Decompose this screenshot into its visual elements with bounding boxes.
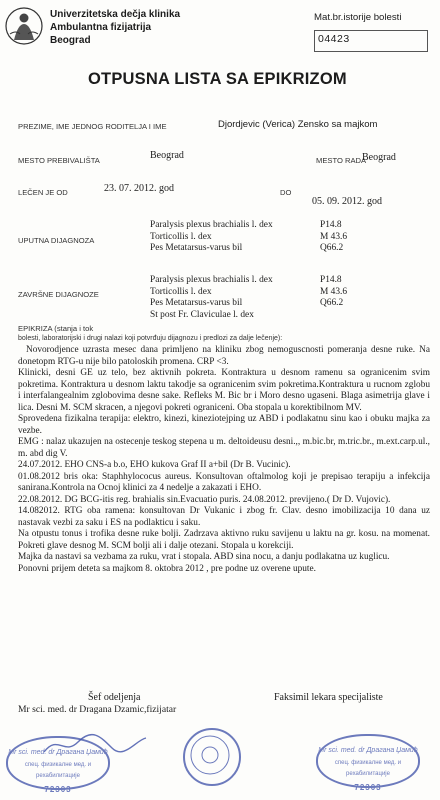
document-title: OTPUSNA LISTA SA EPIKRIZOM [88, 70, 347, 88]
name-label: PREZIME, IME JEDNOG RODITELJA I IME [18, 122, 167, 131]
diagnosis-code: M 43.6 [320, 231, 348, 242]
paragraph: Majka da nastavi sa vezbama za ruku, vrat i stopala. ABD sina nocu, a danju podlakatna uz kuglicu. [18, 552, 390, 562]
epicrisis-sublabel: bolesti, laboratorijski i drugi nalazi koji potvrđuju dijagnozu i predlozi za dalje lečenje): [18, 335, 283, 342]
paragraph: Ponovni prijem deteta sa majkom 8. oktobra 2012 , pre podne uz overene upute. [18, 563, 316, 574]
treated-to-date: 05. 09. 2012. god [312, 196, 382, 207]
patient-name: Djordjevic (Verica) Zensko sa majkom [218, 119, 378, 130]
treated-from-date: 23. 07. 2012. god [104, 183, 174, 194]
list-item [150, 232, 430, 244]
referral-diagnosis-list [150, 220, 430, 255]
diagnosis-text: Paralysis plexus brachialis l. dex [150, 220, 273, 230]
paragraph: 14.082012. RTG oba ramena: konsultovan Dr Vukanic i zbog fr. Clav. desno imobilizacija 10 dana uz nastavak vezbi za saku i ES na podlakticu i saku. [18, 506, 430, 528]
list-item [150, 275, 430, 287]
diagnosis-code: M 43.6 [320, 286, 348, 297]
diagnosis-text: Torticollis l. dex [150, 231, 212, 242]
doctor-stamp-right: Mr sci. med. dr Драгана Џамић спец. физикалне мед. и рехабилитације 72303 [316, 734, 420, 788]
department-name: Ambulantna fizijatrija [50, 22, 152, 33]
list-item [150, 287, 430, 299]
final-diagnosis-list [150, 275, 430, 321]
treated-from-label: LEČEN JE OD [18, 188, 68, 197]
workplace-value: Beograd [362, 152, 396, 163]
paragraph: Klinicki, desni GE uz telo, bez aktivnih pokreta. Kontraktura u desnom ramenu sa ogranicenim svim pokretima. Kontraktura u desnom laktu takodje sa ogranicenim svim pokretima.Kontraktura u rucnom zglobu i interfalangealnim zglobovima desne sake. Refleks M. Bic br i Moro desno ugaseni. Blaga asimetrija glave i lica. Desni M. SCM skracen, a njegovi pokreti ograniceni. Oba stopala u korektibilnom MV. [18, 368, 430, 413]
head-of-department-name: Mr sci. med. dr Dragana Dzamic,fizijatar [18, 704, 177, 715]
residence-label: MESTO PREBIVALIŠTA [18, 156, 100, 165]
record-number-label: Mat.br.istorije bolesti [314, 12, 402, 23]
clinic-round-seal [183, 728, 241, 786]
diagnosis-text: Pes Metatarsus-varus bil [150, 243, 243, 254]
clinic-logo [4, 4, 44, 48]
diagnosis-code: P14.8 [320, 275, 342, 285]
list-item [150, 310, 430, 322]
head-of-department-title: Šef odeljenja [88, 692, 141, 703]
diagnosis-code: Q66.2 [320, 298, 344, 309]
paragraph: Sprovedena fizikalna terapija: elektro, kinezi, kineziotejping uz ABD i podlakatnu sinu kao i obuku majka za vezbe. [18, 414, 430, 436]
workplace-label: MESTO RADA [316, 156, 367, 165]
referral-diagnosis-label: UPUTNA DIJAGNOZA [18, 236, 95, 245]
doctor-stamp-left: Mr sci. med. dr Драгана Џамић спец. физикалне мед. и рехабилитације 72303 [6, 736, 110, 790]
list-item [150, 220, 430, 232]
epicrisis-text [18, 345, 430, 575]
list-item [150, 243, 430, 255]
epicrisis-label: EPIKRIZA (stanja i tok [18, 324, 94, 333]
institution-name: Univerzitetska dečja klinika [50, 9, 181, 20]
paragraph: 01.08.2012 bris oka: Staphhylococus aureus. Konsultovan oftalmolog koji je prepisao terapiju a infekcija sanirana.Kontrola na Ocnoj klinici za 4 nedelje a zakazati i EHO. [18, 471, 430, 493]
diagnosis-text: Paralysis plexus brachialis l. dex [150, 275, 273, 285]
diagnosis-code: Q66.2 [320, 243, 344, 254]
paragraph: 24.07.2012. EHO CNS-a b.o, EHO kukova Graf II a+bil (Dr B. Vucinic). [18, 460, 291, 470]
paragraph: Novorodjence uzrasta mesec dana primljeno na kliniku zbog nemoguscnosti pomeranja desne ruke. Na donetopm RTG-u nije bilo patoloskih promena. CRP <3. [18, 345, 430, 367]
treated-to-label: DO [280, 188, 292, 197]
residence-value: Beograd [150, 150, 184, 161]
paragraph: EMG : nalaz ukazujen na ostecenje teskog stepena u m. deltoideusu desni.,, m.bic.br, m.tric.br., m.ext.carp.ul., m. abd dig V. [18, 437, 430, 459]
paragraph: Na otpustu tonus i trofika desne ruke bolji. Zadrzava aktivno ruku savijenu u laktu na gr. kosu. na momenat. Pokreti glave desnog M. SCM bolji ali i dalje otezani. Stopala u korekciji. [18, 529, 430, 551]
diagnosis-text: Torticollis l. dex [150, 286, 212, 297]
institution-city: Beograd [50, 35, 91, 46]
record-number: 04423 [318, 33, 350, 45]
paragraph: 22.08.2012. DG BCG-itis reg. brahialis sin.Evacuatio puris. 24.08.2012. previjeno.( Dr D. Vujovic). [18, 494, 391, 505]
diagnosis-text: St post Fr. Claviculae l. dex [150, 309, 254, 320]
signature-scribble [40, 730, 150, 758]
list-item [150, 298, 430, 310]
diagnosis-code: P14.8 [320, 220, 342, 230]
final-diagnosis-label: ZAVRŠNE DIJAGNOZE [18, 290, 99, 299]
specialist-facsimile-label: Faksimil lekara specijaliste [274, 692, 383, 703]
diagnosis-text: Pes Metatarsus-varus bil [150, 298, 243, 309]
